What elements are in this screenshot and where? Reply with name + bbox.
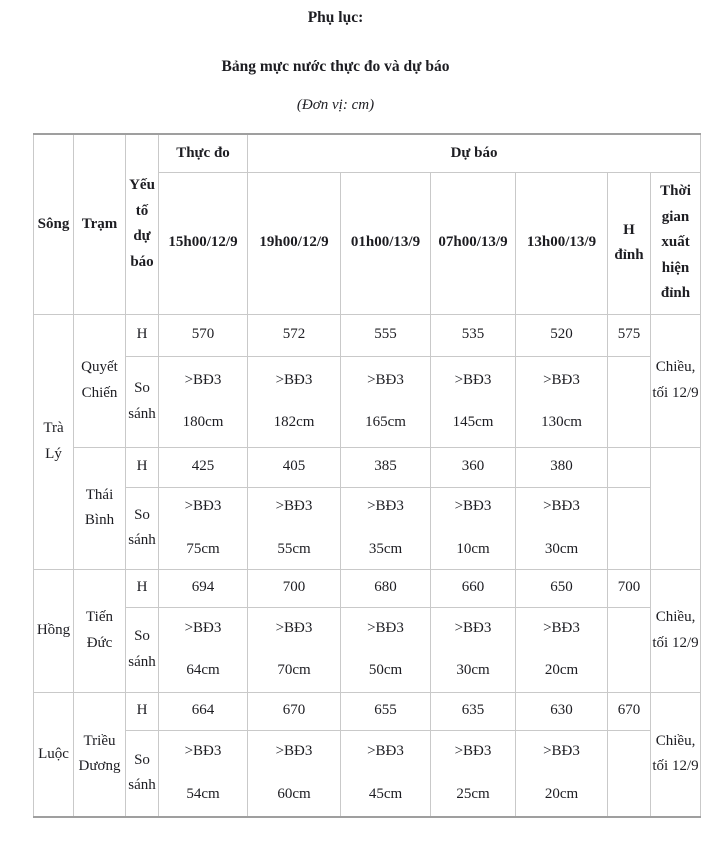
compare-cell: >BĐ3 20cm xyxy=(516,607,608,692)
table-row xyxy=(34,730,701,817)
h-value-cell: 694 xyxy=(159,569,248,607)
water-level-table xyxy=(33,133,701,818)
compare-cell: >BĐ3 165cm xyxy=(341,356,431,447)
compare-cell: >BĐ3 20cm xyxy=(516,730,608,817)
compare-cell: >BĐ3 30cm xyxy=(516,487,608,569)
empty-cell xyxy=(651,447,701,569)
compare-cell: >BĐ3 64cm xyxy=(159,607,248,692)
header-time-col: 13h00/13/9 xyxy=(516,172,608,314)
h-value-cell: 660 xyxy=(431,569,516,607)
h-value-cell: 380 xyxy=(516,447,608,487)
peak-h-cell: 700 xyxy=(608,569,651,607)
h-value-cell: 570 xyxy=(159,314,248,356)
compare-cell: >BĐ3 54cm xyxy=(159,730,248,817)
station-cell: Thái Bình xyxy=(74,447,126,569)
h-value-cell: 520 xyxy=(516,314,608,356)
empty-cell xyxy=(608,730,651,817)
station-cell: Triều Dương xyxy=(74,692,126,817)
h-value-cell: 670 xyxy=(248,692,341,730)
header-peak-time: Thời gian xuất hiện đỉnh xyxy=(651,172,701,314)
compare-cell: >BĐ3 55cm xyxy=(248,487,341,569)
element-label-cell: So sánh xyxy=(126,607,159,692)
peak-h-cell: 575 xyxy=(608,314,651,356)
h-value-cell: 635 xyxy=(431,692,516,730)
table-row xyxy=(34,692,701,730)
empty-cell xyxy=(608,487,651,569)
h-value-cell: 385 xyxy=(341,447,431,487)
compare-cell: >BĐ3 182cm xyxy=(248,356,341,447)
compare-cell: >BĐ3 70cm xyxy=(248,607,341,692)
page-subtitle: Bảng mực nước thực đo và dự báo xyxy=(221,57,450,75)
document xyxy=(0,9,701,818)
header-station: Trạm xyxy=(74,134,126,314)
river-cell: Trà Lý xyxy=(34,314,74,569)
peak-h-cell: 670 xyxy=(608,692,651,730)
header-time-col: 07h00/13/9 xyxy=(431,172,516,314)
header-forecast: Dự báo xyxy=(248,134,701,172)
compare-cell: >BĐ3 30cm xyxy=(431,607,516,692)
peak-time-cell: Chiều, tối 12/9 xyxy=(651,692,701,817)
element-label-cell: H xyxy=(126,447,159,487)
h-value-cell: 555 xyxy=(341,314,431,356)
h-value-cell: 360 xyxy=(431,447,516,487)
h-value-cell: 405 xyxy=(248,447,341,487)
h-value-cell: 664 xyxy=(159,692,248,730)
compare-cell: >BĐ3 130cm xyxy=(516,356,608,447)
h-value-cell: 535 xyxy=(431,314,516,356)
empty-cell xyxy=(608,356,651,447)
empty-cell xyxy=(608,447,651,487)
header-time-col: 19h00/12/9 xyxy=(248,172,341,314)
header-forecast-element: Yếu tố dự báo xyxy=(126,134,159,314)
compare-cell: >BĐ3 25cm xyxy=(431,730,516,817)
header-time-col: 15h00/12/9 xyxy=(159,172,248,314)
table-row xyxy=(34,569,701,607)
table-row xyxy=(34,356,701,447)
station-cell: Quyết Chiến xyxy=(74,314,126,447)
compare-cell: >BĐ3 180cm xyxy=(159,356,248,447)
h-value-cell: 425 xyxy=(159,447,248,487)
page-title: Phụ lục: xyxy=(307,9,364,26)
element-label-cell: So sánh xyxy=(126,487,159,569)
peak-time-cell: Chiều, tối 12/9 xyxy=(651,314,701,447)
table-row xyxy=(34,447,701,487)
header-measured: Thực đo xyxy=(159,134,248,172)
compare-cell: >BĐ3 145cm xyxy=(431,356,516,447)
element-label-cell: H xyxy=(126,314,159,356)
unit-note: (Đơn vị: cm) xyxy=(296,97,375,114)
compare-cell: >BĐ3 35cm xyxy=(341,487,431,569)
h-value-cell: 700 xyxy=(248,569,341,607)
header-peak-h: H đỉnh xyxy=(608,172,651,314)
compare-cell: >BĐ3 75cm xyxy=(159,487,248,569)
compare-cell: >BĐ3 50cm xyxy=(341,607,431,692)
compare-cell: >BĐ3 45cm xyxy=(341,730,431,817)
header-time-col: 01h00/13/9 xyxy=(341,172,431,314)
table-row xyxy=(34,487,701,569)
river-cell: Luộc xyxy=(34,692,74,817)
empty-cell xyxy=(608,607,651,692)
compare-cell: >BĐ3 60cm xyxy=(248,730,341,817)
table-row xyxy=(34,607,701,692)
h-value-cell: 680 xyxy=(341,569,431,607)
compare-cell: >BĐ3 10cm xyxy=(431,487,516,569)
element-label-cell: So sánh xyxy=(126,356,159,447)
header-row-top xyxy=(34,134,701,172)
element-label-cell: H xyxy=(126,569,159,607)
station-cell: Tiến Đức xyxy=(74,569,126,692)
river-cell: Hồng xyxy=(34,569,74,692)
h-value-cell: 572 xyxy=(248,314,341,356)
element-label-cell: So sánh xyxy=(126,730,159,817)
peak-time-cell: Chiều, tối 12/9 xyxy=(651,569,701,692)
table-row xyxy=(34,314,701,356)
element-label-cell: H xyxy=(126,692,159,730)
h-value-cell: 655 xyxy=(341,692,431,730)
h-value-cell: 650 xyxy=(516,569,608,607)
h-value-cell: 630 xyxy=(516,692,608,730)
header-river: Sông xyxy=(34,134,74,314)
